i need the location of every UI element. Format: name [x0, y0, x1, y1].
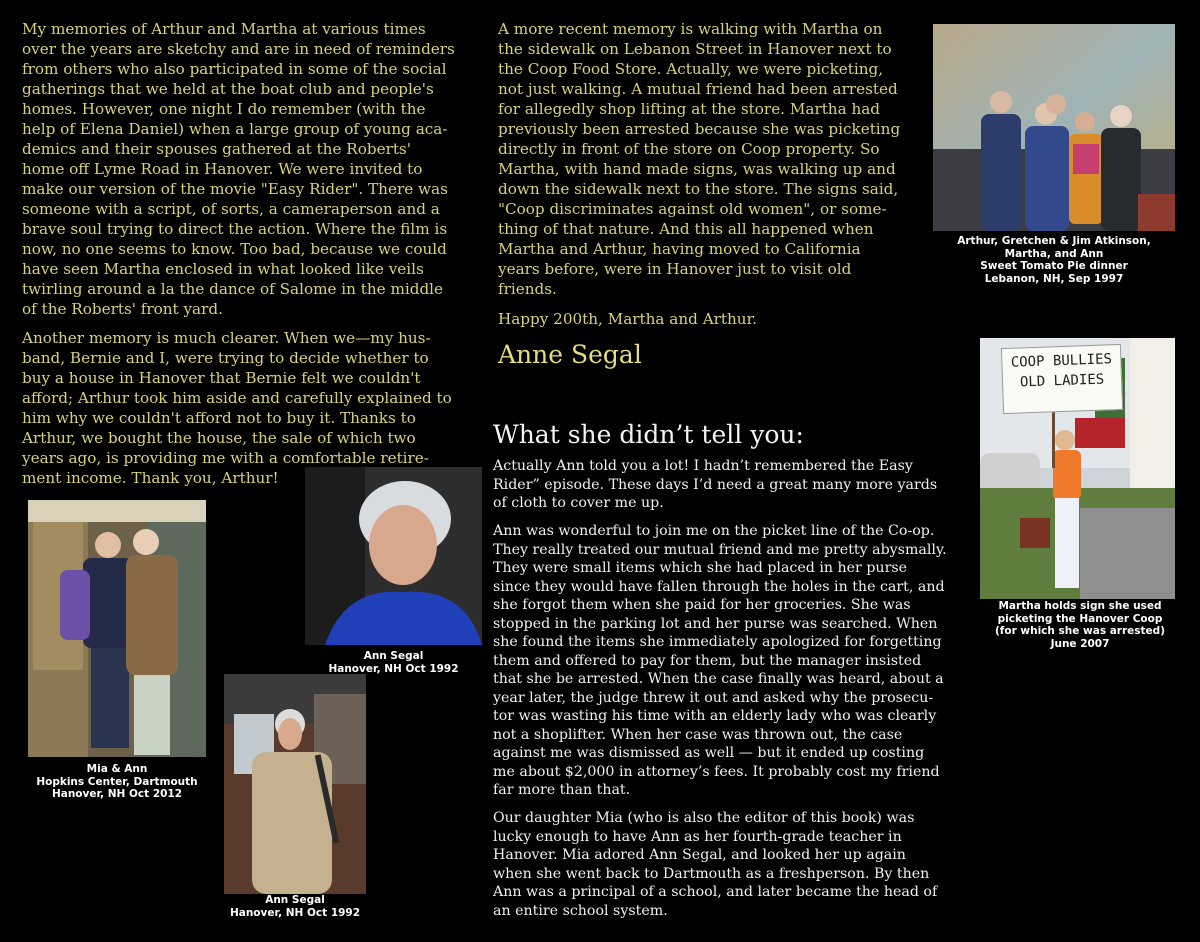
picketing-paragraph: A more recent memory is walking with Martha on the sidewalk on Lebanon Street in Hanover next to the Coop Food Store. Actually, we were picketing, not just walking. A mutual friend had been arrested for allegedly shop lifting at the store. Martha had previously been arrested because she was picketing directly in front of the store on Coop property. So Martha, with hand made signs, was walking up and down the sidewalk next to the store. The signs said, "Coop discriminates against old women", or some- thing of that nature. And this all happened when Martha and Arthur, having moved to California years before, were in Hanover just to visit old friends. [498, 20, 901, 298]
ann-street-photo [224, 674, 366, 894]
coop-sign-caption: Martha holds sign she used picketing the Hanover Coop (for which she was arrested) June 2007 [994, 600, 1165, 650]
mia-ann-photo [28, 500, 206, 757]
coop-sign-photo [980, 338, 1175, 599]
coop-bullies-sign: COOP BULLIES OLD LADIES [1001, 344, 1123, 414]
ann-portrait-caption: Ann Segal Hanover, NH Oct 1992 [328, 650, 459, 675]
response-paragraph-2: Ann was wonderful to join me on the picket line of the Co-op. They really treated our mutual friend and me pretty abysmally. They were small items which she had placed in her purse since they would have fallen through the holes in the cart, and she forgot them when she paid for her groceries. She was stopped in the parking lot and her purse was searched. When she found the items she immediately apologized for forgetting them and offered to pay for them, but the manager insisted that she be arrested. When the case finally was heard, about a year later, the judge threw it out and asked why the prosecu- tor was wasting his time with an elderly lady who was clearly not a shoplifter. When her case was thrown out, the case against me was dismissed as well — but it ended up costing me about $2,000 in attorney’s fees. It probably cost my friend far more than that. [493, 523, 947, 798]
response-paragraph-3: Our daughter Mia (who is also the editor of this book) was lucky enough to have Ann as her fourth-grade teacher in Hanover. Mia adored Ann Segal, and looked her up again when she went back to Dartmouth as a freshperson. By then Ann was a principal of a school, and later became the head of an entire school system. [493, 810, 938, 919]
section-heading: What she didn’t tell you: [493, 420, 804, 449]
memory-paragraph-1: My memories of Arthur and Martha at various times over the years are sketchy and are in need of reminders from others who also participated in some of the social gatherings that we held at the boat club and people's homes. However, one night I do remember (with the help of Elena Daniel) when a large group of young aca- demics and their spouses gathered at the Roberts' home off Lyme Road in Hanover. We were invited to make our version of the movie "Easy Rider". There was someone with a script, of sorts, a cameraperson and a brave soul trying to direct the action. Where the film is now, no one seems to know. Too bad, because we could have seen Martha enclosed in what looked like veils twirling around a la the dance of Salome in the middle of the Roberts' front yard. [22, 20, 455, 318]
closing-line: Happy 200th, Martha and Arthur. [498, 310, 758, 328]
atkinson-dinner-caption: Arthur, Gretchen & Jim Atkinson, Martha, and Ann Sweet Tomato Pie dinner Lebanon, NH, Sep 1997 [957, 235, 1151, 285]
memory-paragraph-2: Another memory is much clearer. When we—my hus- band, Bernie and I, were trying to decide whether to buy a house in Hanover that Bernie felt we couldn't afford; Arthur took him aside and carefully explained to him why we couldn't afford not to buy it. Thanks to Arthur, we bought the house, the sale of which two years ago, is providing me with a comfortable retire- ment income. Thank you, Arthur! [22, 329, 452, 487]
response-paragraph-1: Actually Ann told you a lot! I hadn’t remembered the Easy Rider” episode. These days I’d need a great many more yards of cloth to cover me up. [493, 458, 938, 511]
ann-portrait-photo [305, 467, 482, 645]
signature: Anne Segal [498, 340, 642, 369]
atkinson-dinner-photo [933, 24, 1175, 231]
ann-street-caption: Ann Segal Hanover, NH Oct 1992 [229, 894, 361, 919]
mia-ann-caption: Mia & Ann Hopkins Center, Dartmouth Hanover, NH Oct 2012 [36, 763, 198, 800]
